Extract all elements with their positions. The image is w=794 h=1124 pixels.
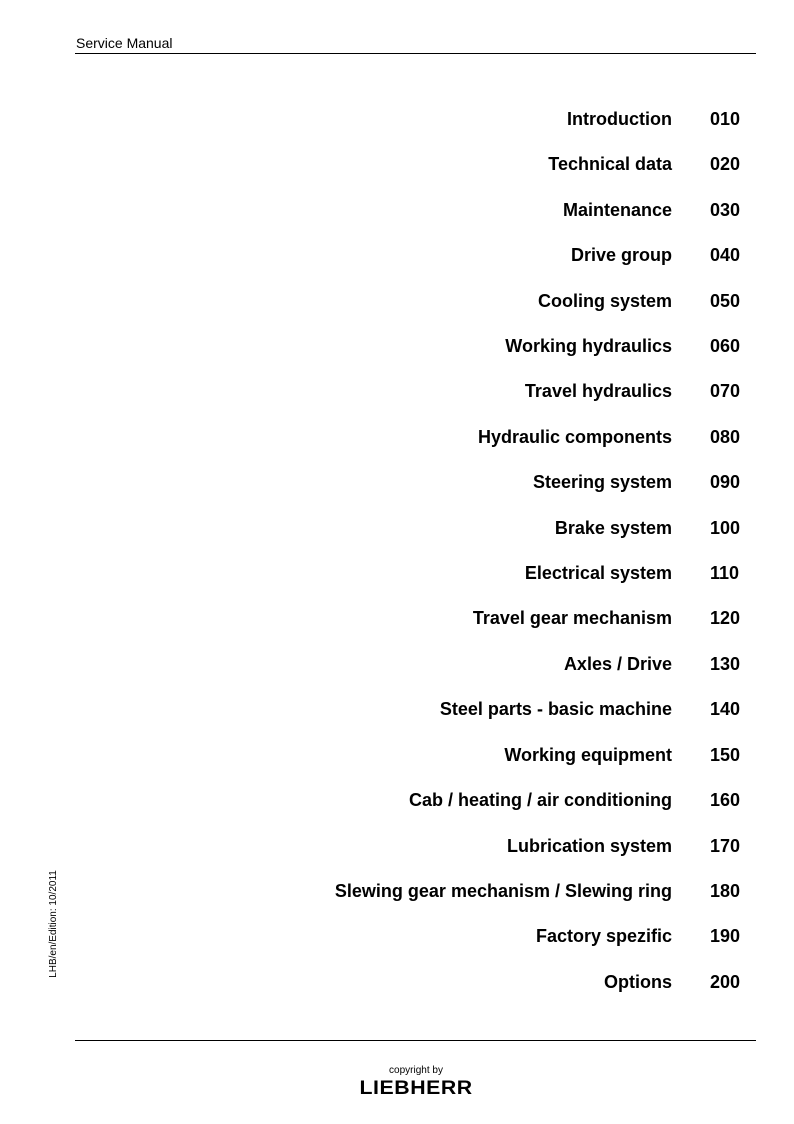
toc-item-title: Factory spezific	[535, 926, 672, 947]
toc-item-title: Slewing gear mechanism / Slewing ring	[334, 880, 672, 901]
toc-item-title: Options	[604, 971, 672, 992]
toc-item-number: 150	[710, 744, 741, 765]
toc-item-title: Steering system	[532, 472, 672, 493]
toc-item-introduction[interactable]	[0, 97, 794, 142]
toc-item-cooling-system[interactable]	[0, 279, 794, 324]
toc-item-number: 100	[710, 517, 741, 538]
footer-divider	[75, 1040, 756, 1041]
toc-item-number: 110	[710, 563, 740, 584]
toc-item-title: Travel gear mechanism	[472, 608, 672, 629]
toc-item-number: 030	[710, 199, 741, 220]
copyright-label: copyright by	[389, 1065, 443, 1076]
toc-item-number: 120	[710, 608, 741, 629]
page-header-title: Service Manual	[76, 35, 173, 51]
toc-item-electrical-system[interactable]	[0, 551, 794, 596]
toc-item-axles-drive[interactable]	[0, 642, 794, 687]
toc-item-title: Axles / Drive	[563, 653, 672, 674]
toc-item-number: 090	[710, 472, 741, 493]
toc-item-number: 140	[710, 699, 741, 720]
toc-item-title: Electrical system	[524, 563, 672, 584]
liebherr-logo: LIEBHERR	[359, 1078, 473, 1099]
toc-item-title: Hydraulic components	[477, 426, 672, 447]
toc-item-factory-spezific[interactable]	[0, 914, 794, 959]
toc-item-slewing-gear[interactable]	[0, 869, 794, 914]
toc-item-number: 170	[710, 835, 741, 856]
toc-item-options[interactable]	[0, 960, 794, 1005]
toc-item-title: Technical data	[548, 154, 672, 175]
toc-item-number: 180	[710, 880, 741, 901]
toc-item-number: 080	[710, 426, 741, 447]
toc-item-title: Travel hydraulics	[524, 381, 672, 402]
toc-item-travel-gear-mechanism[interactable]	[0, 596, 794, 641]
toc-item-title: Cab / heating / air conditioning	[408, 790, 672, 811]
toc-item-working-equipment[interactable]	[0, 733, 794, 778]
toc-item-title: Brake system	[554, 517, 672, 538]
toc-item-number: 190	[710, 926, 741, 947]
table-of-contents	[0, 97, 794, 1005]
toc-item-title: Lubrication system	[506, 835, 672, 856]
toc-item-brake-system[interactable]	[0, 506, 794, 551]
toc-item-number: 060	[710, 336, 741, 357]
toc-item-number: 020	[710, 154, 741, 175]
toc-item-number: 040	[710, 245, 741, 266]
toc-item-title: Working equipment	[504, 744, 672, 765]
toc-item-number: 160	[710, 790, 741, 811]
toc-item-cab-heating-air-conditioning[interactable]	[0, 778, 794, 823]
toc-item-lubrication-system[interactable]	[0, 824, 794, 869]
toc-item-hydraulic-components[interactable]	[0, 415, 794, 460]
toc-item-title: Cooling system	[537, 290, 672, 311]
toc-item-drive-group[interactable]	[0, 233, 794, 278]
toc-item-technical-data[interactable]	[0, 142, 794, 187]
toc-item-title: Drive group	[570, 245, 672, 266]
toc-item-steel-parts[interactable]	[0, 687, 794, 732]
toc-item-title: Steel parts - basic machine	[439, 699, 672, 720]
toc-item-title: Maintenance	[562, 199, 672, 220]
header-divider	[75, 53, 756, 54]
toc-item-travel-hydraulics[interactable]	[0, 369, 794, 414]
toc-item-steering-system[interactable]	[0, 460, 794, 505]
toc-item-title: Introduction	[567, 109, 672, 129]
toc-item-number: 200	[710, 971, 741, 992]
edition-label: LHB/en/Edition: 10/2011	[48, 870, 59, 978]
toc-item-working-hydraulics[interactable]	[0, 324, 794, 369]
toc-item-number: 050	[710, 290, 741, 311]
toc-item-title: Working hydraulics	[505, 336, 672, 357]
toc-item-maintenance[interactable]	[0, 188, 794, 233]
toc-item-number: 130	[710, 653, 741, 674]
toc-item-number: 010	[710, 109, 741, 129]
toc-item-number: 070	[710, 381, 741, 402]
